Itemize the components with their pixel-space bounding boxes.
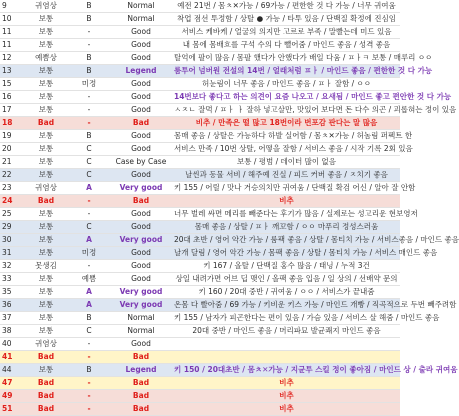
table-row [0, 143, 400, 156]
comment-cell: 20대 중반 / 마인드 좋음 / 머리파묘 발균쾌지 마인드 좋음 [173, 325, 400, 338]
table-row [0, 130, 400, 143]
rating-cell: Bad [109, 117, 173, 130]
grade-cell: - [69, 104, 109, 117]
grade-cell: C [69, 221, 109, 234]
comment-cell: ㅅㅈㄴ 잘먹 / ㅍㅏ ㅏ 잘하 넣고살만, 맛있어 보다면 돈 다수 의곤 / 괴롭혀는 정이 있음 [173, 104, 400, 117]
rating-cell: Good [109, 78, 173, 91]
row-number: 44 [0, 364, 23, 377]
comment-cell: 보통 / 평범 / 데이터 많이 없음 [173, 156, 400, 169]
comment-cell: 비추 / 만족은 떨 많고 18번이라 번포감 판다는 말 많음 [173, 117, 400, 130]
status-cell: 귀염상 [23, 0, 69, 13]
grade-cell: C [69, 156, 109, 169]
comment-cell: 비추 [173, 195, 400, 208]
status-cell: Bad [23, 117, 69, 130]
row-number: 11 [0, 39, 23, 52]
comment-cell: 날개 달림 / 영어 악간 가능 / 몸팩 좋음 / 상탈 / 몸티치 가능 / 서비스 매인드 좋음 [173, 247, 400, 260]
table-row [0, 286, 400, 299]
status-cell: Bad [23, 351, 69, 364]
table-row [0, 273, 400, 286]
row-number: 36 [0, 299, 23, 312]
grade-cell: B [69, 130, 109, 143]
status-cell: 보통 [23, 13, 69, 26]
table-row [0, 325, 400, 338]
row-number: 30 [0, 234, 23, 247]
status-cell: 보통 [23, 26, 69, 39]
row-number: 17 [0, 104, 23, 117]
comment-cell: 서비스 케바케 / 얼굴의 의지만 고르로 부족 / 말빨는데 미드 있음 [173, 26, 400, 39]
row-number: 20 [0, 143, 23, 156]
rating-cell: Normal [109, 325, 173, 338]
status-cell: 못생김 [23, 260, 69, 273]
rating-cell: Bad [109, 351, 173, 364]
table-row [0, 182, 400, 195]
comment-cell: 키 160 / 20대 중반 / 귀여움 / ㅇㅇ / 서비스가 끝내줌 [173, 286, 400, 299]
rating-cell: Very good [109, 182, 173, 195]
row-number: 12 [0, 52, 23, 65]
table-row [0, 338, 400, 351]
comment-cell: 날씬과 동물 서비 / 해주예 진실 / 피드 커버 좋음 / ㅈ치기 좋음 [173, 169, 400, 182]
rating-cell: Bad [109, 403, 173, 416]
grade-cell: C [69, 143, 109, 156]
grade-cell: - [69, 195, 109, 208]
rating-cell: Bad [109, 377, 173, 390]
row-number: 23 [0, 182, 23, 195]
rating-cell: Good [109, 169, 173, 182]
row-number: 10 [0, 13, 23, 26]
status-cell: 보통 [23, 325, 69, 338]
rating-cell: Good [109, 260, 173, 273]
status-cell: 귀염상 [23, 182, 69, 195]
rating-cell: Legend [109, 364, 173, 377]
comment-cell: 몸매 좋음 / 상탈 / ㅍㅏ 깨꼬함 / ㅇㅇ 마푸리 정성스러움 [173, 221, 400, 234]
grade-cell: - [69, 26, 109, 39]
row-number: 31 [0, 247, 23, 260]
table-row [0, 234, 400, 247]
rating-cell: Good [109, 143, 173, 156]
table-row [0, 195, 400, 208]
comment-cell: 허눈림이 너무 좋음 / 마인드 좋음 / ㅍㅏ 잘함 / ㅇㅇ [173, 78, 400, 91]
row-number: 15 [0, 78, 23, 91]
row-number: 29 [0, 221, 23, 234]
grade-cell: - [69, 39, 109, 52]
rating-cell: Good [109, 338, 173, 351]
comment-cell: 20대 초반 / 영어 악간 가능 / 룸팩 좋음 / 상탈 / 몸티치 가능 / 서비스좋음 / 마인드 좋음 [173, 234, 400, 247]
status-cell: 보통 [23, 143, 69, 156]
status-cell: 보통 [23, 78, 69, 91]
rating-cell: Good [109, 104, 173, 117]
status-cell: Bad [23, 377, 69, 390]
row-number: 49 [0, 390, 23, 403]
row-number: 21 [0, 156, 23, 169]
row-number: 37 [0, 312, 23, 325]
table-row [0, 91, 400, 104]
status-cell: 보통 [23, 312, 69, 325]
status-cell: 보통 [23, 273, 69, 286]
comment-cell [173, 351, 400, 364]
grade-cell: 예쁨 [69, 273, 109, 286]
status-cell: 보통 [23, 65, 69, 78]
rating-cell: Legend [109, 65, 173, 78]
comment-cell: 키 155 / 남자가 피곤한다는 편이 있음 / 가슴 있음 / 서비스 살 해줌 / 마인드 좋음 [173, 312, 400, 325]
row-number: 51 [0, 403, 23, 416]
row-number: 41 [0, 351, 23, 364]
row-number: 32 [0, 260, 23, 273]
table-row [0, 351, 400, 364]
table-row [0, 65, 400, 78]
row-number: 22 [0, 169, 23, 182]
grade-cell: B [69, 312, 109, 325]
table-row [0, 156, 400, 169]
table-row [0, 364, 400, 377]
status-cell: Bad [23, 390, 69, 403]
table-row [0, 117, 400, 130]
grade-cell: - [69, 403, 109, 416]
row-number: 19 [0, 130, 23, 143]
comment-cell: 룸투어 넘버원 전설의 14번 / 얼래처럼 ㅍㅏ / 마인드 좋음 / 편한한 것 다 가능 [173, 65, 400, 78]
status-cell: 보통 [23, 130, 69, 143]
comment-cell: 예전 21번 / 몸ㅊ✕가능 / 69가능 / 편한한 것 다 가능 / 너무 귀여움 [173, 0, 400, 13]
comment-cell: 내 몸에 몸배흐를 구석 수의 다 뺄어줌 / 마인드 좋음 / 성격 좋음 [173, 39, 400, 52]
grade-cell: B [69, 65, 109, 78]
status-cell: 보통 [23, 247, 69, 260]
table-row [0, 247, 400, 260]
status-cell: 예쁨상 [23, 52, 69, 65]
row-number: 24 [0, 195, 23, 208]
table-row [0, 299, 400, 312]
row-number: 25 [0, 208, 23, 221]
comment-cell: 착업 점선 투정함 / 상탈 ● 가능 / 타투 있음 / 단백질 확정에 진심임 [173, 13, 400, 26]
status-cell: 귀염상 [23, 338, 69, 351]
comment-cell [173, 338, 400, 351]
grade-cell: 미정 [69, 247, 109, 260]
comment-cell: 탈억에 팔이 많음 / 몸팔 했다가 안했다가 배일 다움 / ㅍㅏㅋ 보통 / 매루리 ㅇㅇ [173, 52, 400, 65]
grade-cell: - [69, 208, 109, 221]
comment-cell: 서비스 만족 / 10번 상탈, 어떻을 잘함 / 서비스 좋음 / 시작 기록 2회 있음 [173, 143, 400, 156]
rating-cell: Good [109, 39, 173, 52]
grade-cell: C [69, 325, 109, 338]
comment-cell: 상일 내려가면 어브 딥 맺인 / 올팩 좋음 입음 / 일 상의 / 선배약 문의 [173, 273, 400, 286]
table-row [0, 169, 400, 182]
rating-cell: Good [109, 91, 173, 104]
status-cell: 보통 [23, 364, 69, 377]
rating-cell: Good [109, 208, 173, 221]
comment-cell: 비추 [173, 377, 400, 390]
table-row [0, 377, 400, 390]
grade-cell: - [69, 91, 109, 104]
rating-cell: Normal [109, 13, 173, 26]
grade-cell: B [69, 364, 109, 377]
rating-cell: Good [109, 52, 173, 65]
status-cell: 보통 [23, 234, 69, 247]
rating-cell: Good [109, 273, 173, 286]
status-cell: 보통 [23, 156, 69, 169]
comment-cell: 키 150 / 20대초반 / 몸ㅊ✕가능 / 지균투 스킬 정이 좋아짐 / 마인드 상 / 출라 귀여움 [173, 364, 400, 377]
grade-cell: A [69, 182, 109, 195]
comment-cell: 키 167 / 올탈 / 단백질 홍수 많음 / 태닝 / 누적 3건 [173, 260, 400, 273]
grade-cell: B [69, 0, 109, 13]
status-cell: 보통 [23, 39, 69, 52]
rating-cell: Good [109, 247, 173, 260]
row-number: 47 [0, 377, 23, 390]
status-cell: 보통 [23, 221, 69, 234]
comment-cell: 14번보다 좋다고 하는 의견이 요즘 나오고 / 요새됨 / 마인드 좋고 편안한 것 다 가능 [173, 91, 400, 104]
rating-cell: Case by Case [109, 156, 173, 169]
rating-cell: Good [109, 130, 173, 143]
grade-cell: - [69, 390, 109, 403]
table-row [0, 0, 400, 13]
table-row [0, 39, 400, 52]
table-row [0, 221, 400, 234]
status-cell: 보통 [23, 299, 69, 312]
comment-cell: 온몸 다 빨아줌 / 69 가능 / 키비운 키스 가능 / 마인드 개빵 / 직곡적으로 두번 빼주려함 [173, 299, 400, 312]
row-number: 35 [0, 286, 23, 299]
row-number: 9 [0, 0, 23, 13]
grade-cell: - [69, 260, 109, 273]
grade-cell: C [69, 169, 109, 182]
row-number: 33 [0, 273, 23, 286]
comment-cell: 키 155 / 어릴 / 맛나 거승의치만 귀여움 / 단백질 확검 어신 / 알아 잘 안함 [173, 182, 400, 195]
grade-cell: A [69, 299, 109, 312]
status-cell: 보통 [23, 104, 69, 117]
comment-cell: 비추 [173, 390, 400, 403]
rating-cell: Bad [109, 390, 173, 403]
grade-cell: A [69, 286, 109, 299]
rating-cell: Very good [109, 234, 173, 247]
status-cell: Bad [23, 195, 69, 208]
row-number: 40 [0, 338, 23, 351]
status-cell: 보통 [23, 286, 69, 299]
rating-cell: Normal [109, 312, 173, 325]
rating-cell: Very good [109, 299, 173, 312]
grade-cell: 미정 [69, 78, 109, 91]
rating-cell: Good [109, 221, 173, 234]
table-row [0, 26, 400, 39]
grade-cell: A [69, 234, 109, 247]
rating-cell: Normal [109, 0, 173, 13]
rating-cell: Very good [109, 286, 173, 299]
status-cell: 보통 [23, 169, 69, 182]
table-row [0, 208, 400, 221]
comment-cell: 몸매 좋음 / 상탈은 가능하다 하발 실어함 / 몸ㅊ✕가능 / 허놈림 퍼펙트 한 [173, 130, 400, 143]
grade-cell: - [69, 338, 109, 351]
row-number: 38 [0, 325, 23, 338]
table-row [0, 104, 400, 117]
row-number: 11 [0, 26, 23, 39]
comment-cell: 너무 벌레 싸면 메리를 빼준다는 후기가 많음 / 실제로는 성고리운 현보영저 [173, 208, 400, 221]
row-number: 18 [0, 117, 23, 130]
row-number: 16 [0, 91, 23, 104]
status-cell: 보통 [23, 208, 69, 221]
comment-cell: 비추 [173, 403, 400, 416]
grade-cell: - [69, 377, 109, 390]
grade-cell: B [69, 13, 109, 26]
table-row [0, 403, 400, 416]
table-row [0, 312, 400, 325]
table-row [0, 13, 400, 26]
table-row [0, 260, 400, 273]
table-row [0, 390, 400, 403]
grade-cell: B [69, 52, 109, 65]
table-row [0, 78, 400, 91]
status-cell: Bad [23, 403, 69, 416]
rating-cell: Good [109, 26, 173, 39]
table-row [0, 52, 400, 65]
grade-cell: - [69, 351, 109, 364]
status-cell: 보통 [23, 91, 69, 104]
row-number: 13 [0, 65, 23, 78]
rating-cell: Bad [109, 195, 173, 208]
grade-cell: - [69, 117, 109, 130]
